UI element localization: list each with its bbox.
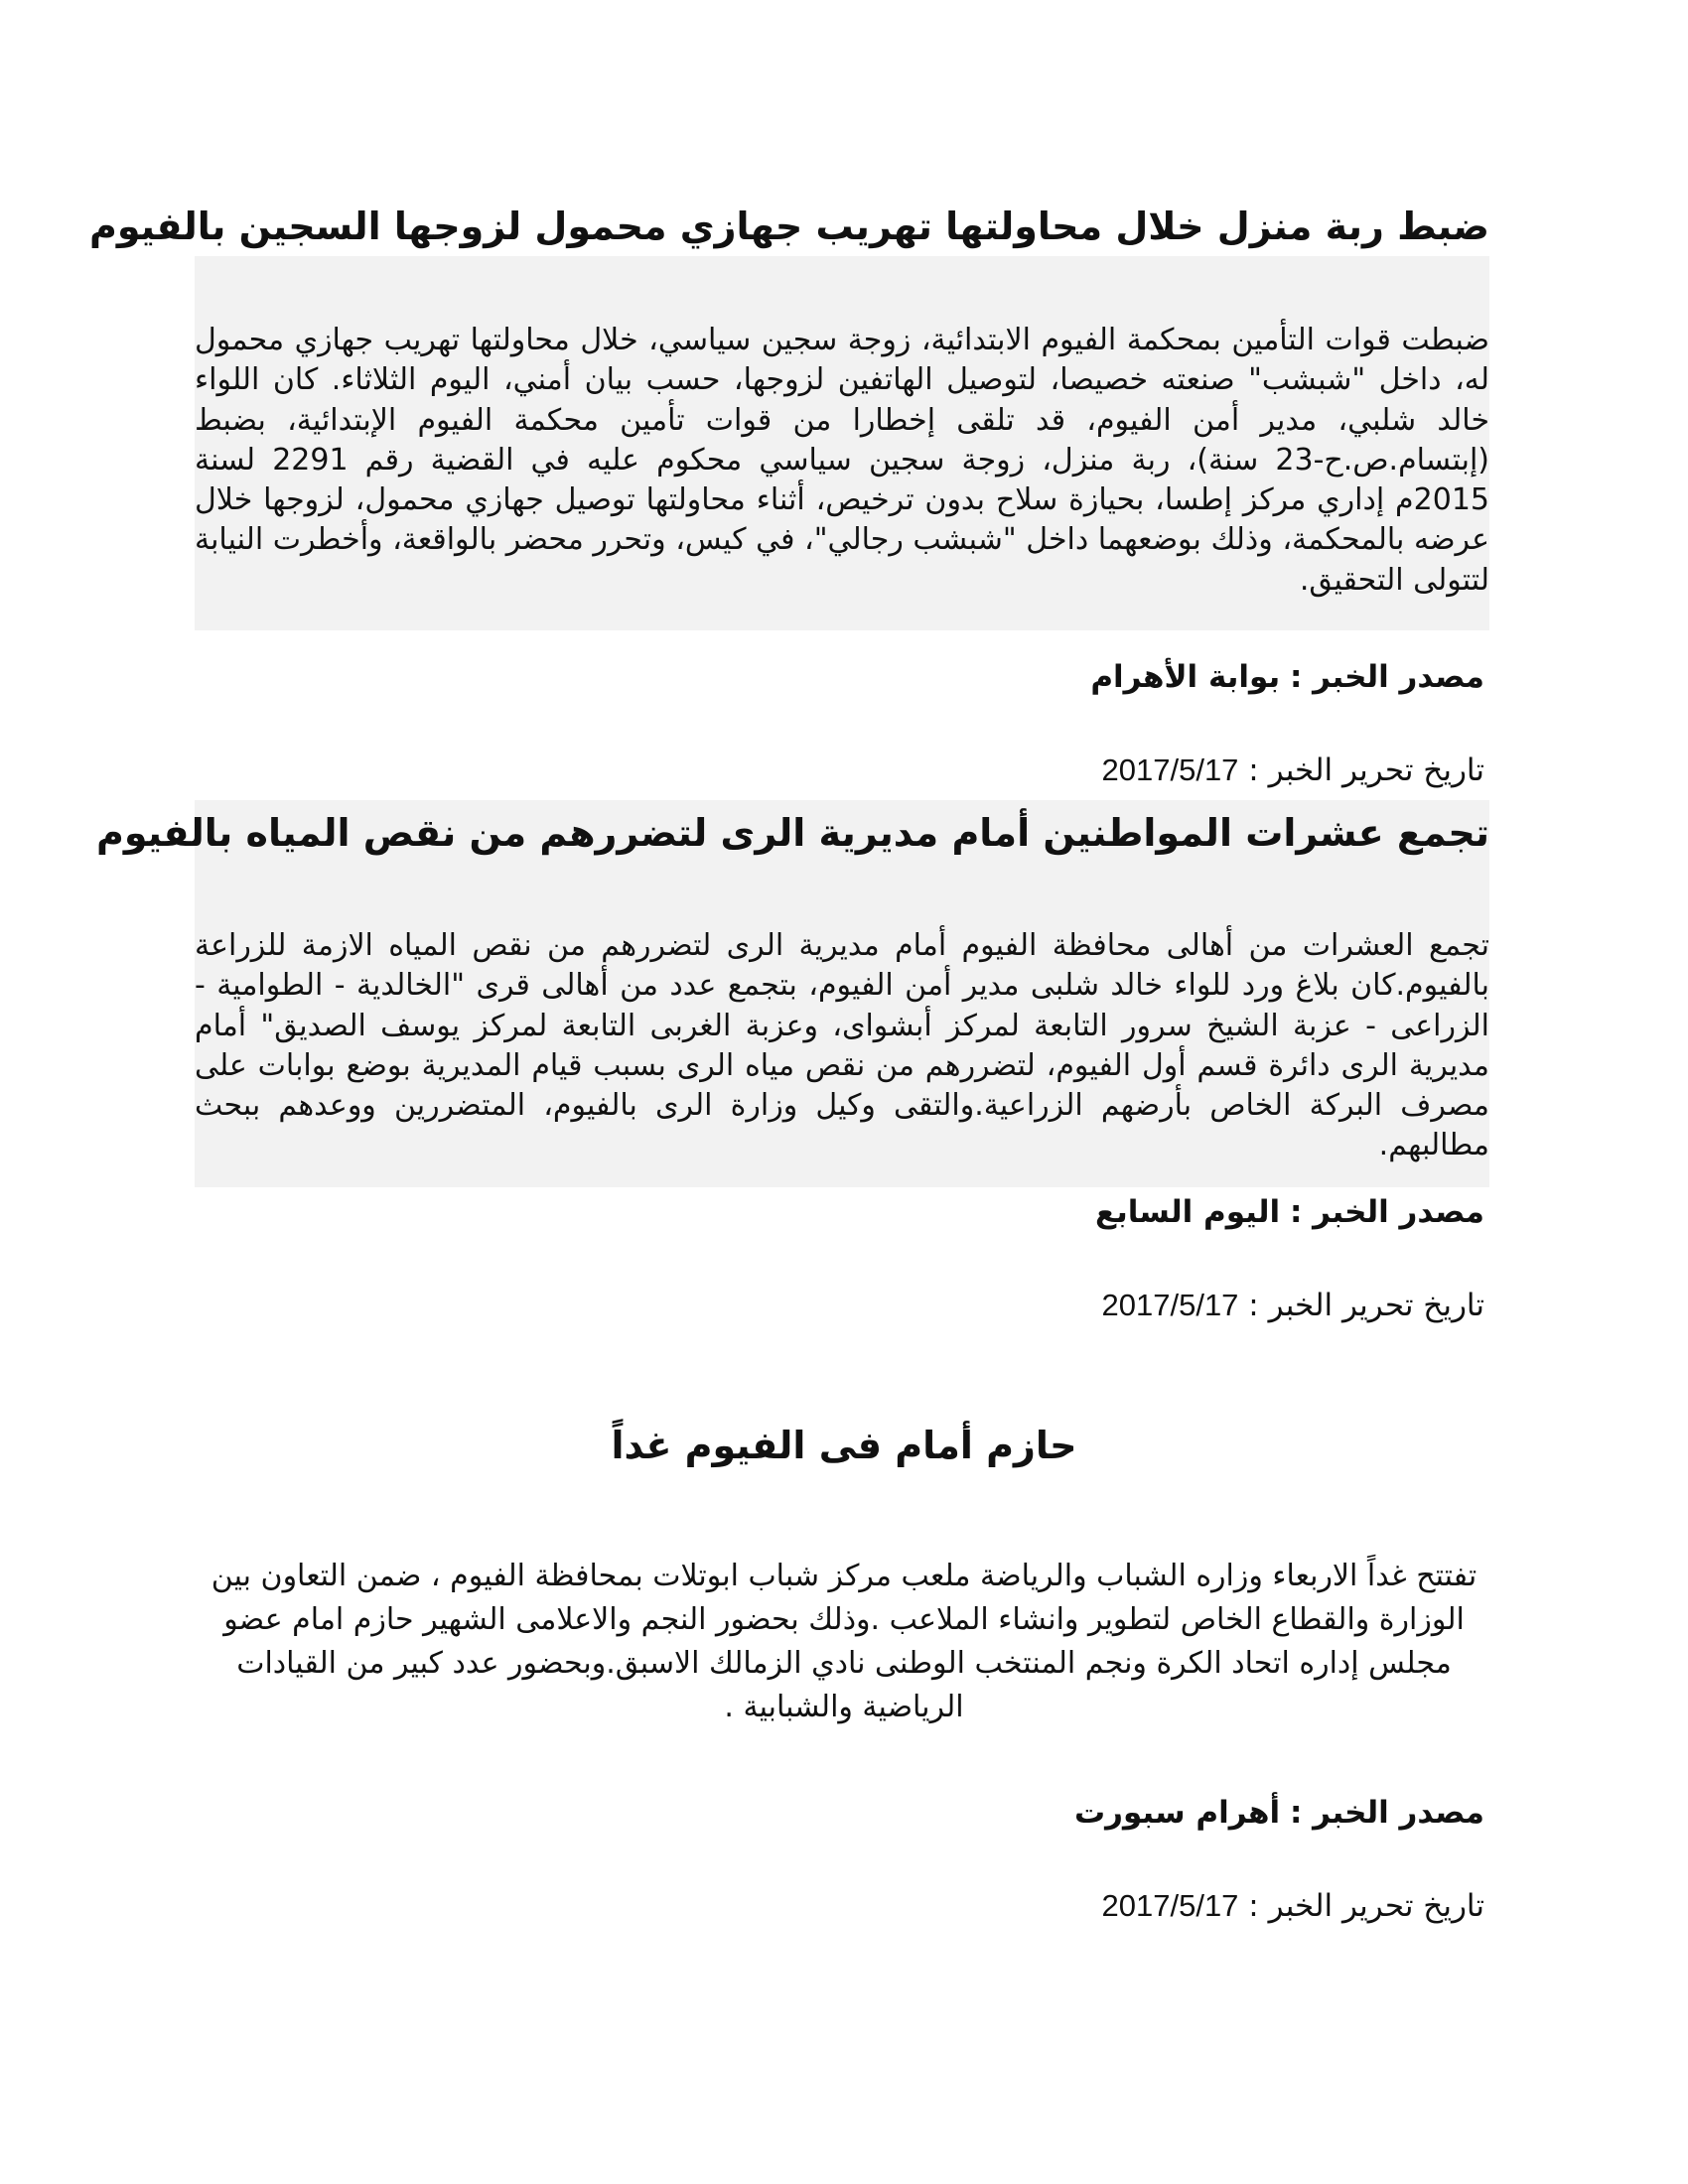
article-3-date bbox=[1102, 1886, 1484, 1926]
date-label: تاريخ تحرير الخبر : bbox=[1248, 1288, 1484, 1323]
date-value: 2017/5/17 bbox=[1101, 752, 1239, 787]
article-3-source bbox=[1074, 1793, 1484, 1833]
article-1-source bbox=[1090, 657, 1484, 697]
source-value: أهرام سبورت bbox=[1073, 1795, 1281, 1831]
date-label: تاريخ تحرير الخبر : bbox=[1248, 752, 1484, 788]
date-value: 2017/5/17 bbox=[1101, 1888, 1239, 1923]
article-2-date bbox=[1102, 1286, 1484, 1325]
article-1-title: ضبط ربة منزل خلال محاولتها تهريب جهازي محمول لزوجها السجين بالفيوم bbox=[89, 205, 1489, 248]
article-3-body: تفتتح غداً الاربعاء وزاره الشباب والرياضة ملعب مركز شباب ابوتلات بمحافظة الفيوم ، ضمن التعاون بين الوزارة والقطاع الخاص لتطوير وانشاء الملاعب .وذلك بحضور النجم والاعلامى الشهير حازم امام عضو مجلس إداره اتحاد الكرة ونجم المنتخب الوطنى نادي الزمالك الاسبق.وبحضور عدد كبير من القيادات الرياضية والشبابية . bbox=[211, 1559, 1477, 1724]
article-3-title: حازم أمام فى الفيوم غداً bbox=[611, 1424, 1077, 1467]
article-2-title: تجمع عشرات المواطنين أمام مديرية الرى لتضررهم من نقص المياه بالفيوم bbox=[95, 811, 1489, 855]
source-value: بوابة الأهرام bbox=[1090, 659, 1281, 695]
article-2-source bbox=[1095, 1192, 1484, 1232]
source-value: اليوم السابع bbox=[1094, 1194, 1281, 1230]
date-value: 2017/5/17 bbox=[1101, 1288, 1239, 1322]
date-label: تاريخ تحرير الخبر : bbox=[1248, 1888, 1484, 1924]
source-label: مصدر الخبر : bbox=[1289, 1194, 1484, 1230]
article-1-title-shade bbox=[195, 256, 1489, 328]
article-1-body: ضبطت قوات التأمين بمحكمة الفيوم الابتدائية، زوجة سجين سياسي، خلال محاولتها تهريب جهازي محمول له، داخل "شبشب" صنعته خصيصا، لتوصيل الهاتفين لزوجها، حسب بيان أمني، اليوم الثلاثاء. كان اللواء خالد شلبي، مدير أمن الفيوم، قد تلقى إخطارا من قوات تأمين محكمة الفيوم الإبتدائية، بضبط (إبتسام.ص.ح-23 سنة)، ربة منزل، زوجة سجين سياسي محكوم عليه في القضية رقم 2291 لسنة 2015م إداري مركز إطسا، بحيازة سلاح بدون ترخيص، أثناء محاولتها توصيل جهازي محمول، لزوجها خلال عرضه بالمحكمة، وذلك بوضعهما داخل "شبشب رجالي"، في كيس، وتحرر محضر بالواقعة، وأخطرت النيابة لتتولى التحقيق. bbox=[195, 323, 1490, 598]
source-label: مصدر الخبر : bbox=[1289, 1795, 1484, 1831]
article-1-date bbox=[1102, 751, 1484, 790]
article-2-body: تجمع العشرات من أهالى محافظة الفيوم أمام مديرية الرى لتضررهم من نقص المياه الازمة للزراعة بالفيوم.كان بلاغ ورد للواء خالد شلبى مدير أمن الفيوم، بتجمع عدد من أهالى قرى "الخالدية - الطوامية - الزراعى - عزبة الشيخ سرور التابعة لمركز أبشواى، وعزبة الغربى التابعة لمركز يوسف الصديق" أمام مديرية الرى دائرة قسم أول الفيوم، لتضررهم من نقص مياه الرى بسبب قيام المديرية بوضع بوابات على مصرف البركة الخاص بأرضهم الزراعية.والتقى وكيل وزارة الرى بالفيوم، المتضررين ووعدهم ببحث مطالبهم. bbox=[195, 928, 1489, 1163]
source-label: مصدر الخبر : bbox=[1289, 659, 1484, 695]
